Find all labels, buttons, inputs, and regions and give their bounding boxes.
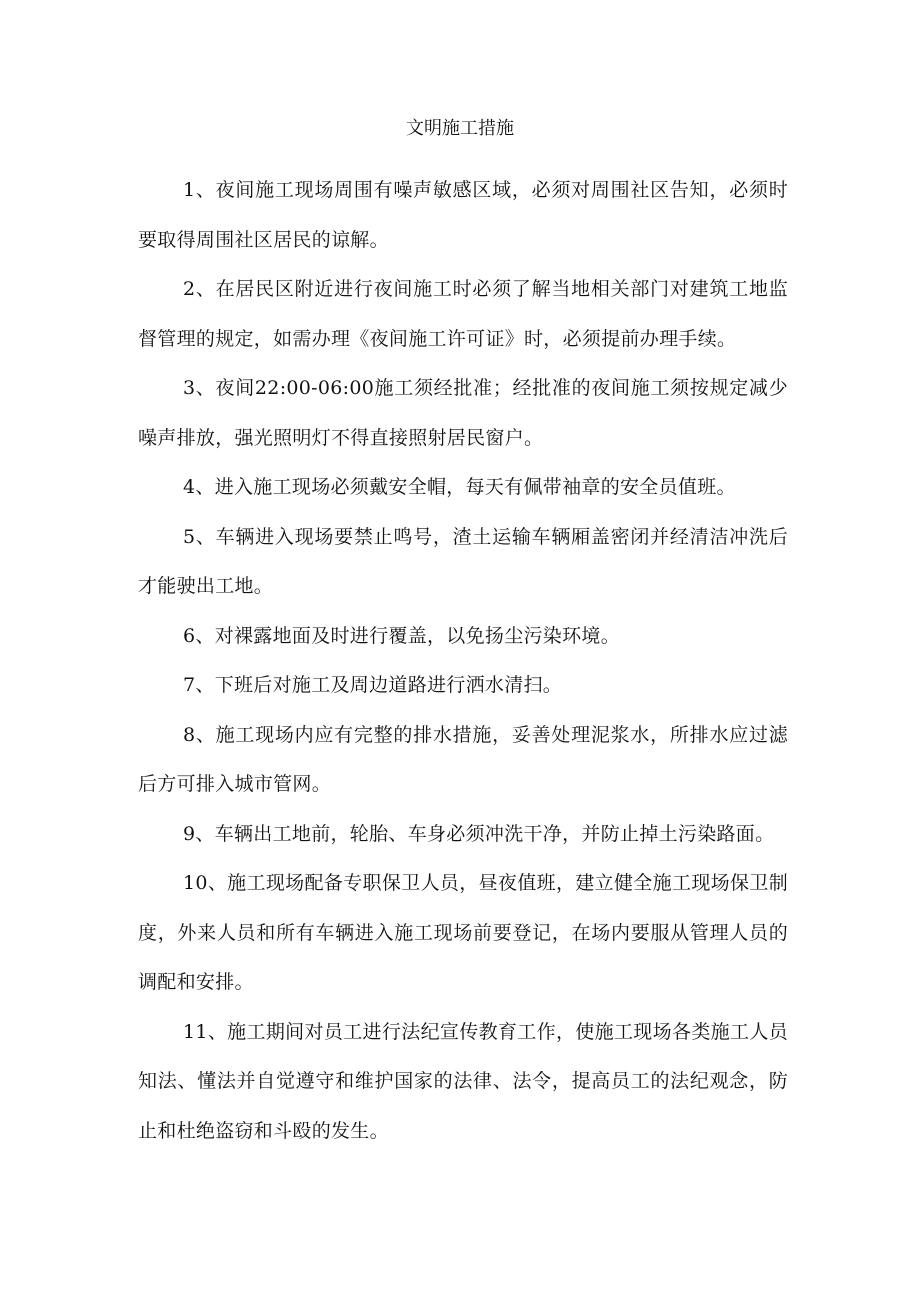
paragraph-9: 9、车辆出工地前，轮胎、车身必须冲洗干净，并防止掉土污染路面。: [183, 822, 775, 845]
paragraph-7: 7、下班后对施工及周边道路进行洒水清扫。: [183, 674, 563, 696]
paragraph-4: 4、进入施工现场必须戴安全帽，每天有佩带袖章的安全员值班。: [183, 476, 736, 498]
document-title: 文明施工措施: [406, 118, 514, 139]
document-body: [138, 166, 788, 1156]
paragraph-6: 6、对裸露地面及时进行覆盖，以免扬尘污染环境。: [183, 624, 620, 647]
paragraph-11: 11、施工期间对员工进行法纪宣传教育工作，使施工现场各类施工人员知法、懂法并自觉遵守和维护国家的法律、法令，提高员工的法纪观念，防止和杜绝盗窃和斗殴的发生。: [138, 1020, 788, 1142]
paragraph-1: 1、夜间施工现场周围有噪声敏感区域，必须对周围社区告知，必须时要取得周围社区居民的谅解。: [138, 179, 788, 251]
paragraph-8: 8、施工现场内应有完整的排水措施，妥善处理泥浆水，所排水应过滤后方可排入城市管网。: [138, 723, 788, 795]
paragraph-5: 5、车辆进入现场要禁止鸣号，渣土运输车辆厢盖密闭并经清洁冲洗后才能驶出工地。: [138, 525, 788, 597]
paragraph-2: 2、在居民区附近进行夜间施工时必须了解当地相关部门对建筑工地监督管理的规定，如需办理《夜间施工许可证》时，必须提前办理手续。: [138, 278, 788, 350]
paragraph-10: 10、施工现场配备专职保卫人员，昼夜值班，建立健全施工现场保卫制度，外来人员和所有车辆进入施工现场前要登记，在场内要服从管理人员的调配和安排。: [138, 872, 788, 993]
paragraph-3: 3、夜间22:00-06:00施工须经批准；经批准的夜间施工须按规定减少噪声排放，强光照明灯不得直接照射居民窗户。: [138, 377, 788, 449]
